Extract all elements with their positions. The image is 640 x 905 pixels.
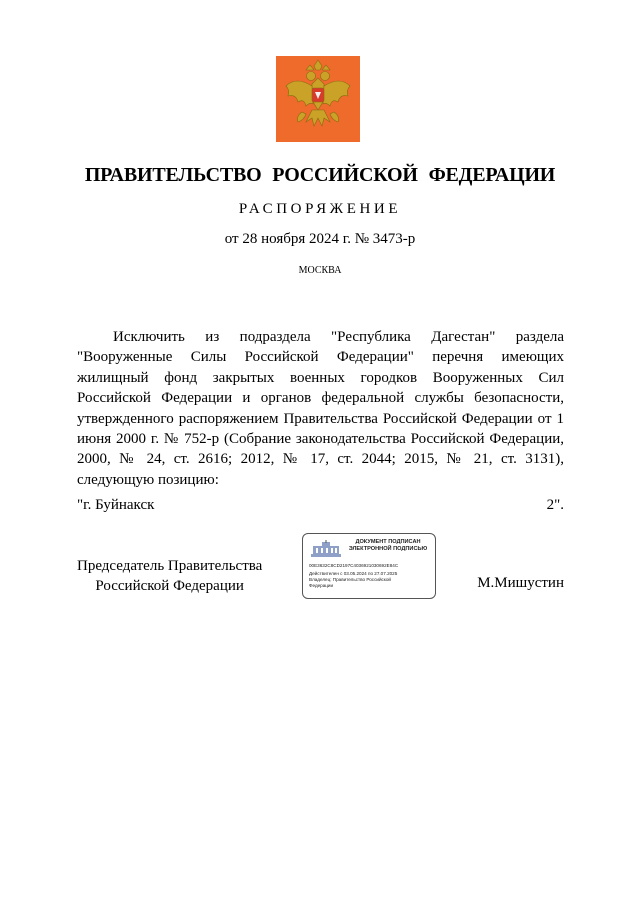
position-name: "г. Буйнакск: [77, 497, 155, 513]
order-body-paragraph: Исключить из подраздела "Республика Дагестан" раздела "Вооруженные Силы Российской Федерации" перечня имеющих жилищный фонд закрытых военных городков Вооруженных Сил Российской Федерации и органов федеральной службы безопасности, утвержденного распоряжением Правительства Российской Федерации от 1 июня 2000 г. № 752-р (Собрание законодательства Российской Федерации, 2000, № 24, ст. 2616; 2012, № 17, ст. 2044; 2015, № 21, ст. 3131), следующую позицию:: [77, 329, 564, 488]
stamp-heading-line-2: ЭЛЕКТРОННОЙ ПОДПИСЬЮ: [348, 546, 428, 552]
electronic-signature-stamp: [302, 533, 436, 599]
issuer-title: ПРАВИТЕЛЬСТВО РОССИЙСКОЙ ФЕДЕРАЦИИ: [84, 164, 556, 186]
stamp-validity: Действителен с 03.05.2024 по 27.07.2025: [309, 571, 398, 576]
stamp-heading: [343, 539, 433, 553]
document-city: МОСКВА: [298, 265, 342, 276]
coat-of-arms-icon: [276, 56, 360, 142]
document-date-number: от 28 ноября 2024 г. № 3473-р: [224, 231, 416, 247]
document-type: РАСПОРЯЖЕНИЕ: [238, 201, 402, 217]
stamp-certificate: 00E3632C8CD2197C4036921030692E84C: [309, 563, 399, 568]
signer-name: М.Мишустин: [477, 575, 564, 591]
stamp-owner-line-1: Владелец: Правительство Российской: [309, 577, 391, 582]
stamp-heading-line-1: ДОКУМЕНТ ПОДПИСАН: [355, 539, 421, 545]
government-building-icon: [309, 540, 343, 558]
position-value: 2".: [546, 497, 564, 513]
excluded-position-row: [77, 497, 564, 514]
stamp-owner-line-2: Федерации: [309, 583, 334, 588]
signer-title-line-1: Председатель Правительства: [77, 558, 263, 574]
signer-title-line-2: Российской Федерации: [95, 578, 244, 594]
signer-title: [77, 556, 262, 596]
